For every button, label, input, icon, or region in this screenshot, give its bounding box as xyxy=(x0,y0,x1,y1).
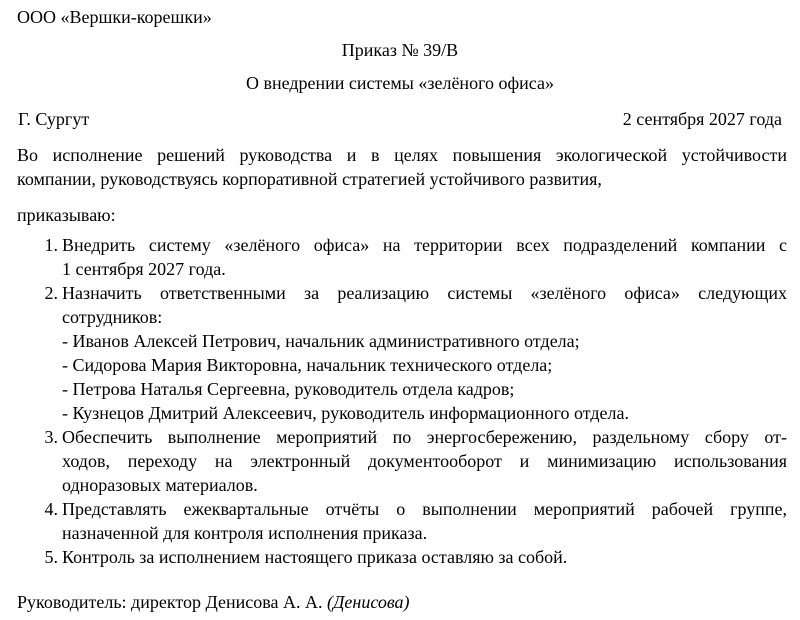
order-word: приказываю: xyxy=(17,205,116,225)
order-item-line: Представлять ежеквартальные отчёты о выполнении мероприятий рабочей группе, xyxy=(62,499,787,519)
order-item-line: Внедрить систему «зелёного офиса» на территории всех подразделений компании с xyxy=(62,235,787,255)
signature-block xyxy=(17,590,410,614)
order-subtitle: О внедрении системы «зелёного офиса» xyxy=(245,73,554,93)
order-item-number: 3. xyxy=(44,427,58,447)
order-item-line: ходов, переходу на электронный документооборот и минимизацию использования xyxy=(62,451,787,471)
order-item-text xyxy=(62,425,787,497)
order-item-text xyxy=(62,497,787,545)
order-item xyxy=(17,233,787,281)
order-item-number: 5. xyxy=(44,547,58,567)
order-items-list xyxy=(17,233,787,569)
order-date: 2 сентября 2027 года xyxy=(622,109,782,129)
order-item-number: 2. xyxy=(44,283,58,303)
city: Г. Сургут xyxy=(18,109,90,129)
order-item xyxy=(17,545,787,569)
order-item-line: Контроль за исполнением настоящего приказа оставляю за собой. xyxy=(62,547,568,567)
order-item-line: - Петрова Наталья Сергеевна, руководитель отдела кадров; xyxy=(62,379,515,399)
order-item-text xyxy=(62,281,787,425)
intro-paragraph xyxy=(17,143,787,191)
order-item-line: одноразовых материалов. xyxy=(62,475,258,495)
order-item-line: Обеспечить выполнение мероприятий по энергосбережению, раздельному сбору от- xyxy=(62,427,787,447)
handwritten-signature: (Денисова) xyxy=(326,592,410,612)
order-item xyxy=(17,497,787,545)
order-item-line: - Сидорова Мария Викторовна, начальник технического отдела; xyxy=(62,355,553,375)
order-item-line: Назначить ответственными за реализацию системы «зелёного офиса» следующих xyxy=(62,283,787,303)
order-item-line: назначенной для контроля исполнения приказа. xyxy=(62,523,428,543)
order-item xyxy=(17,281,787,425)
order-item-line: 1 сентября 2027 года. xyxy=(62,259,226,279)
order-item-text xyxy=(62,545,787,569)
intro-line: Во исполнение решений руководства и в целях повышения экологической устойчивости xyxy=(17,145,787,165)
order-item xyxy=(17,425,787,497)
order-item-number: 1. xyxy=(44,235,58,255)
order-item-line: - Иванов Алексей Петрович, начальник административного отдела; xyxy=(62,331,580,351)
order-item-line: сотрудников: xyxy=(62,307,163,327)
intro-line: компании, руководствуясь корпоративной стратегией устойчивого развития, xyxy=(17,169,602,189)
order-item-number: 4. xyxy=(44,499,58,519)
signature-label: Руководитель: директор Денисова А. А. xyxy=(17,592,323,612)
order-title: Приказ № 39/В xyxy=(341,40,459,60)
order-item-line: - Кузнецов Дмитрий Алексеевич, руководитель информационного отдела. xyxy=(62,403,629,423)
organization-name: ООО «Вершки-корешки» xyxy=(17,7,212,27)
order-item-text xyxy=(62,233,787,281)
